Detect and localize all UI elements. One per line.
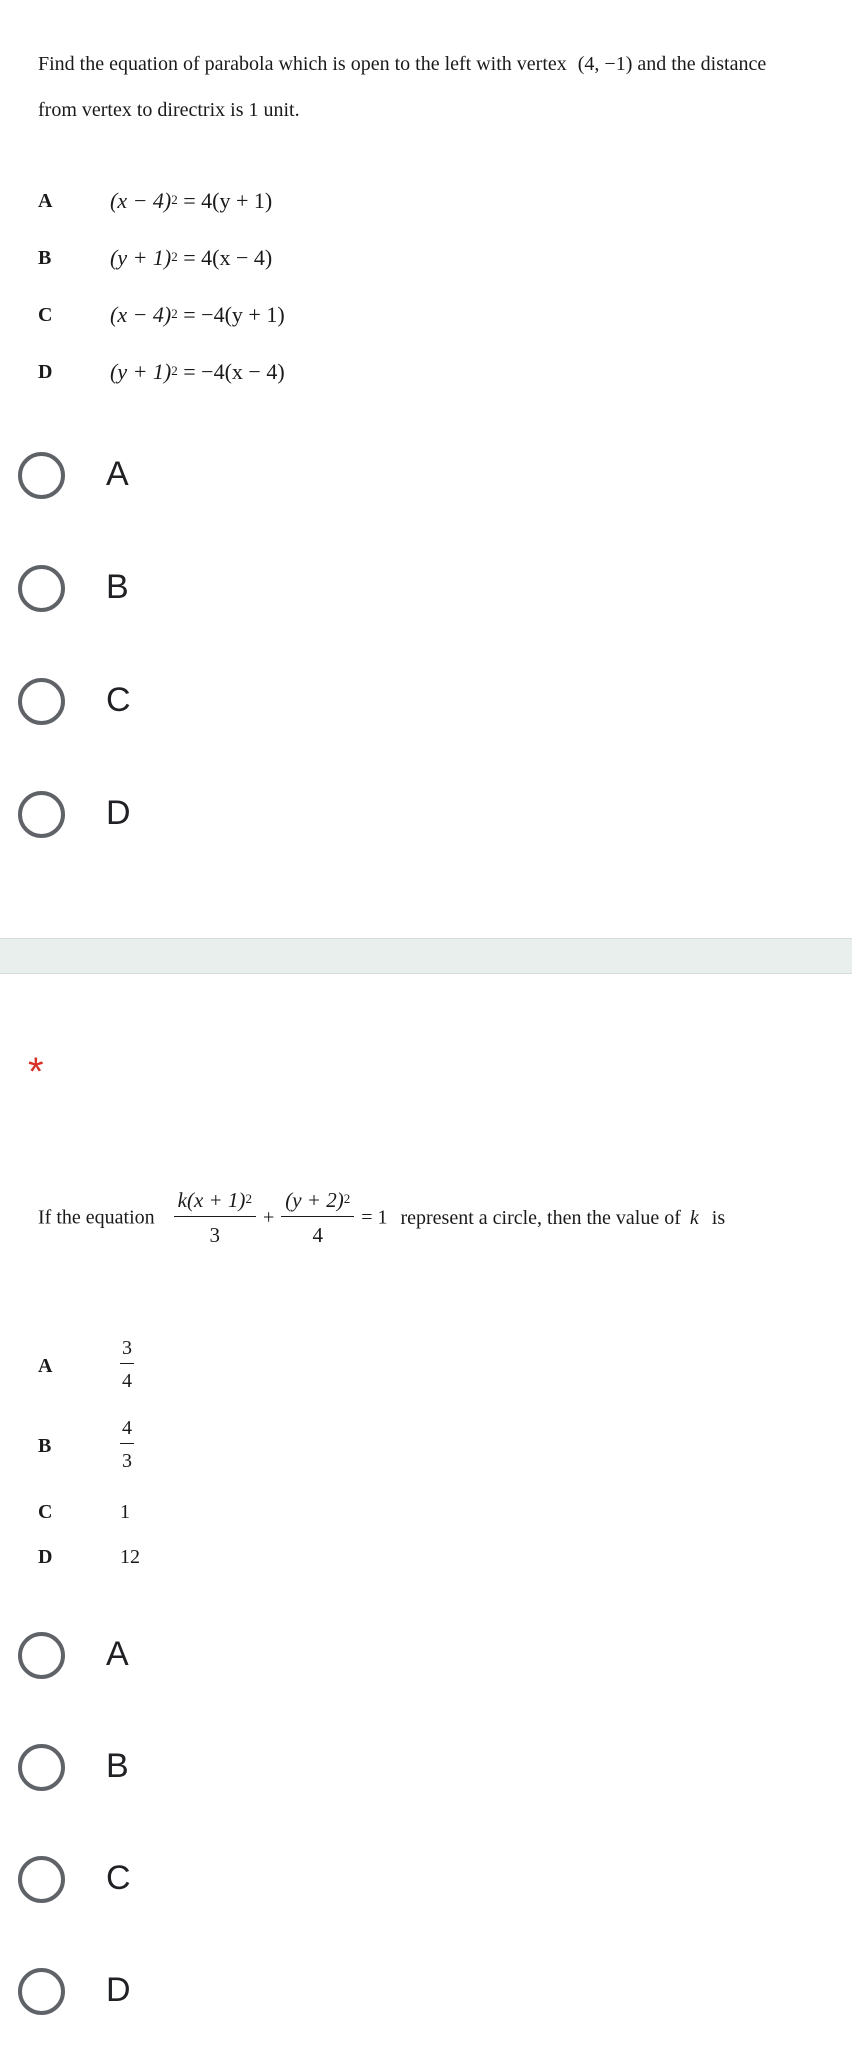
radio-circle-icon[interactable] xyxy=(18,565,65,612)
q2-option-b: B $\frac{4}{3}$ xyxy=(38,1417,132,1472)
q2-choice-c[interactable]: C xyxy=(0,1842,852,1922)
question-1-text-line2: from vertex to directrix is 1 unit. xyxy=(38,99,300,121)
q1-choice-d[interactable]: D xyxy=(0,777,852,857)
q1-choice-c[interactable]: C xyxy=(0,664,852,744)
fraction-1: $\frac{k(x + 1)^2}{3}$ xyxy=(174,1188,256,1248)
radio-circle-icon[interactable] xyxy=(18,452,65,499)
q1-option-b: B $(y + 1)^2 = 4(x - 4)$ xyxy=(38,245,273,270)
radio-circle-icon[interactable] xyxy=(18,678,65,725)
radio-circle-icon[interactable] xyxy=(18,1632,65,1679)
radio-circle-icon[interactable] xyxy=(18,1968,65,2015)
q2-option-a: A $\frac{3}{4}$ xyxy=(38,1337,132,1392)
radio-circle-icon[interactable] xyxy=(18,1744,65,1791)
question-1-text-line1: Find the equation of parabola which is open to the left with vertex (4, −1) and the distance xyxy=(38,53,767,75)
required-asterisk: * xyxy=(28,1050,44,1094)
q2-option-d: D 12 xyxy=(38,1546,140,1568)
q1-choice-b[interactable]: B xyxy=(0,551,852,631)
question-divider xyxy=(0,938,852,974)
q1-option-d: D $(y + 1)^2 = -4(x - 4)$ xyxy=(38,359,285,384)
q2-choice-b[interactable]: B xyxy=(0,1730,852,1810)
q1-option-c: C $(x - 4)^2 = -4(y + 1)$ xyxy=(38,302,285,327)
q2-choice-d[interactable]: D xyxy=(0,1954,852,2034)
vertex-value: (4, −1) xyxy=(577,53,633,75)
question-2-text: If the equation $\frac{k(x + 1)^2}{3}$ + $\frac{(y + 2)^2}{4}$ = 1 represent a circle, then the value of k is xyxy=(38,1188,726,1247)
fraction-2: $\frac{(y + 2)^2}{4}$ xyxy=(281,1188,354,1248)
q1-option-a: A $(x - 4)^2 = 4(y + 1)$ xyxy=(38,188,273,213)
q2-option-c: C 1 xyxy=(38,1501,130,1523)
q2-choice-a[interactable]: A xyxy=(0,1618,852,1698)
radio-circle-icon[interactable] xyxy=(18,1856,65,1903)
radio-circle-icon[interactable] xyxy=(18,791,65,838)
q1-choice-a[interactable]: A xyxy=(0,438,852,518)
